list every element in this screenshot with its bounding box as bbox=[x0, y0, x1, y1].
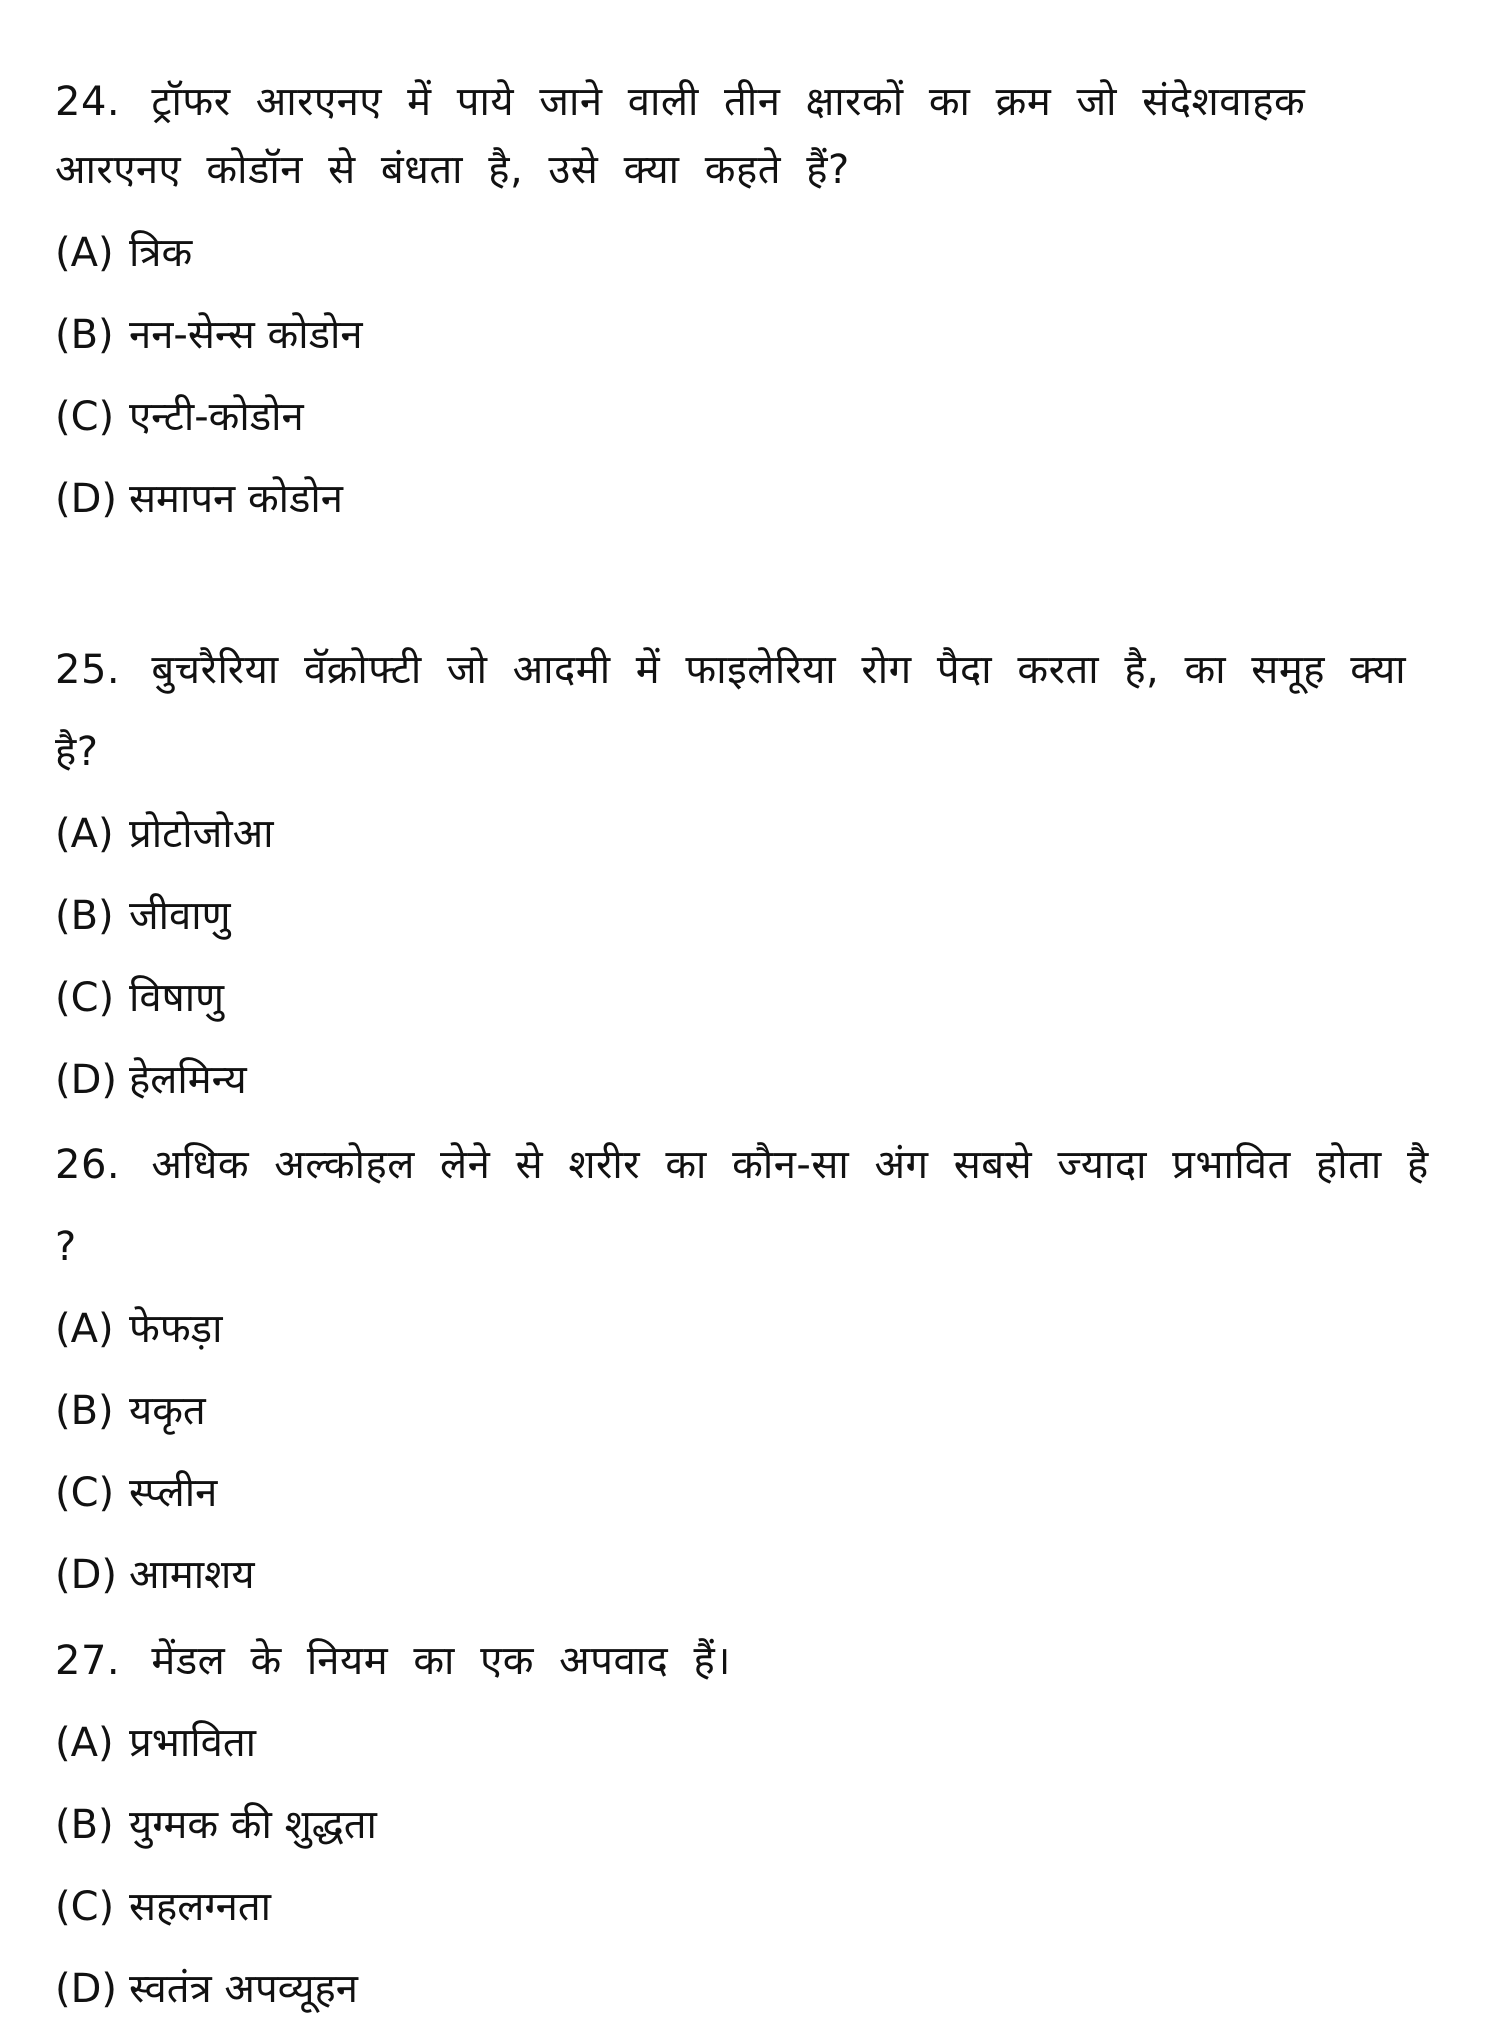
option-b bbox=[55, 1370, 1455, 1452]
option-text: फेफड़ा bbox=[129, 1306, 223, 1352]
option-text: जीवाणु bbox=[129, 893, 231, 939]
option-letter: (B) bbox=[55, 1802, 114, 1848]
option-letter: (A) bbox=[55, 230, 114, 276]
option-letter: (B) bbox=[55, 312, 114, 358]
question-text bbox=[55, 68, 1455, 204]
option-letter: (D) bbox=[55, 1552, 118, 1598]
question-number: 27. bbox=[55, 1638, 121, 1684]
question-number: 24. bbox=[55, 79, 121, 125]
option-b bbox=[55, 1784, 1455, 1866]
question-text bbox=[55, 1620, 1455, 1702]
option-text: नन-सेन्स कोडोन bbox=[129, 312, 363, 358]
option-text: त्रिक bbox=[129, 230, 193, 276]
option-text: विषाणु bbox=[129, 975, 224, 1021]
question-24 bbox=[55, 68, 1455, 540]
option-letter: (B) bbox=[55, 893, 114, 939]
question-stem: बुचरैरिया वॅक्रोफ्टी जो आदमी में फाइलेरिया रोग पैदा करता है, का समूह क्या है? bbox=[55, 647, 1407, 775]
option-letter: (C) bbox=[55, 394, 115, 440]
option-a bbox=[55, 212, 1455, 294]
option-d bbox=[55, 1534, 1455, 1616]
option-d bbox=[55, 458, 1455, 540]
option-letter: (C) bbox=[55, 975, 115, 1021]
option-a bbox=[55, 1702, 1455, 1784]
option-letter: (A) bbox=[55, 811, 114, 857]
question-25 bbox=[55, 629, 1455, 1121]
option-text: प्रोटोजोआ bbox=[129, 811, 274, 857]
option-text: समापन कोडोन bbox=[129, 476, 343, 522]
option-letter: (C) bbox=[55, 1470, 115, 1516]
option-letter: (D) bbox=[55, 1966, 118, 2012]
option-text: सहलग्नता bbox=[129, 1884, 271, 1930]
option-d bbox=[55, 1039, 1455, 1121]
question-text bbox=[55, 1124, 1455, 1288]
option-text: स्प्लीन bbox=[129, 1470, 218, 1516]
option-letter: (A) bbox=[55, 1306, 114, 1352]
option-letter: (B) bbox=[55, 1388, 114, 1434]
option-letter: (C) bbox=[55, 1884, 115, 1930]
option-c bbox=[55, 1452, 1455, 1534]
option-text: एन्टी-कोडोन bbox=[129, 394, 304, 440]
option-text: युग्मक की शुद्धता bbox=[129, 1802, 377, 1848]
question-number: 26. bbox=[55, 1142, 121, 1188]
option-a bbox=[55, 1288, 1455, 1370]
question-text bbox=[55, 629, 1455, 793]
option-letter: (A) bbox=[55, 1720, 114, 1766]
option-text: प्रभाविता bbox=[129, 1720, 256, 1766]
option-text: हेलमिन्य bbox=[129, 1057, 247, 1103]
option-letter: (D) bbox=[55, 1057, 118, 1103]
option-c bbox=[55, 376, 1455, 458]
option-d bbox=[55, 1948, 1455, 2030]
question-stem: अधिक अल्कोहल लेने से शरीर का कौन-सा अंग सबसे ज्यादा प्रभावित होता है ? bbox=[55, 1142, 1429, 1270]
question-27 bbox=[55, 1620, 1455, 2030]
option-text: स्वतंत्र अपव्यूहन bbox=[129, 1966, 358, 2012]
option-c bbox=[55, 1866, 1455, 1948]
option-c bbox=[55, 957, 1455, 1039]
question-stem: ट्रॉफर आरएनए में पाये जाने वाली तीन क्षारकों का क्रम जो संदेशवाहक आरएनए कोडॉन से बंधता है, उसे क्या कहते हैं? bbox=[55, 79, 1306, 193]
option-letter: (D) bbox=[55, 476, 118, 522]
question-26 bbox=[55, 1124, 1455, 1616]
question-stem: मेंडल के नियम का एक अपवाद हैं। bbox=[151, 1638, 731, 1684]
option-b bbox=[55, 294, 1455, 376]
option-text: आमाशय bbox=[129, 1552, 255, 1598]
question-number: 25. bbox=[55, 647, 121, 693]
option-text: यकृत bbox=[129, 1388, 206, 1434]
option-a bbox=[55, 793, 1455, 875]
option-b bbox=[55, 875, 1455, 957]
